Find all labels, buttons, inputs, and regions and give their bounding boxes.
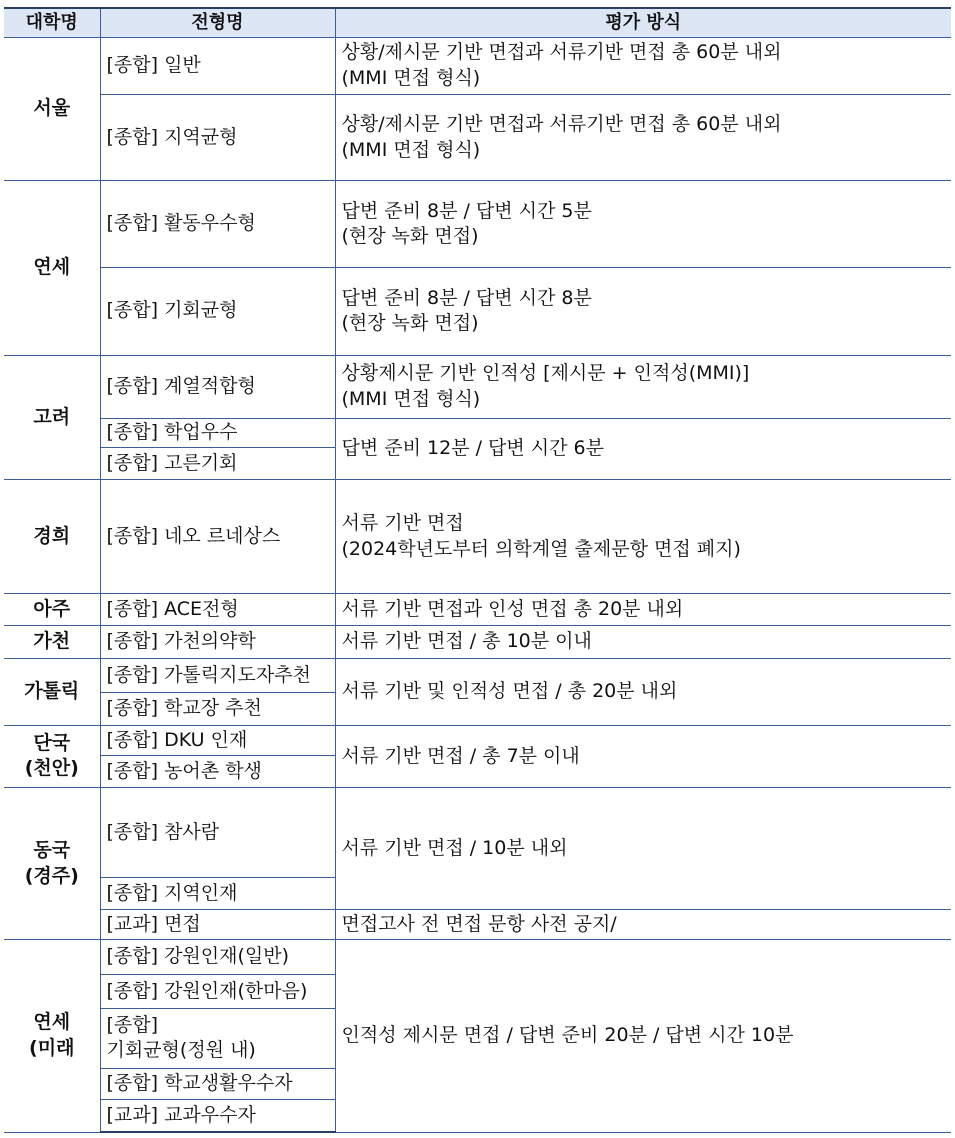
admission-type-cell: [교과] 면접 — [100, 909, 335, 939]
table-row — [4, 626, 951, 659]
evaluation-cell: 면접고사 전 면접 문항 사전 공지/ — [335, 909, 951, 939]
header-admission-type: 전형명 — [100, 8, 335, 37]
university-cell: 고려 — [4, 355, 100, 480]
header-university: 대학명 — [4, 8, 100, 37]
evaluation-cell: 답변 준비 8분 / 답변 시간 8분 (현장 녹화 면접) — [335, 267, 951, 355]
evaluation-cell: 서류 기반 면접 (2024학년도부터 의학계열 출제문항 면접 폐지) — [335, 480, 951, 594]
table-row — [4, 94, 951, 181]
admission-type-cell: [종합] 네오 르네상스 — [100, 480, 335, 594]
evaluation-cell: 서류 기반 면접 / 10분 내외 — [335, 788, 951, 910]
evaluation-cell: 서류 기반 면접과 인성 면접 총 20분 내외 — [335, 593, 951, 625]
table-row — [4, 37, 951, 94]
university-cell: 경희 — [4, 480, 100, 594]
admission-type-cell: [교과] 교과우수자 — [100, 1100, 335, 1132]
table-row — [4, 940, 951, 975]
table-row — [4, 418, 951, 447]
admission-type-cell: [종합] 강원인재(일반) — [100, 940, 335, 975]
university-cell: 연세 — [4, 181, 100, 355]
university-cell: 가톨릭 — [4, 659, 100, 725]
university-cell: 연세 (미래 — [4, 940, 100, 1132]
university-cell: 단국 (천안) — [4, 725, 100, 787]
evaluation-cell: 상황제시문 기반 인적성 [제시문 + 인적성(MMI)] (MMI 면접 형식) — [335, 355, 951, 418]
header-evaluation: 평가 방식 — [335, 8, 951, 37]
admission-type-cell: [종합] 가톨릭지도자추천 — [100, 659, 335, 692]
evaluation-cell: 인적성 제시문 면접 / 답변 준비 20분 / 답변 시간 10분 — [335, 940, 951, 1132]
admission-type-cell: [종합] 계열적합형 — [100, 355, 335, 418]
table-row — [4, 181, 951, 268]
table-header-row — [4, 8, 951, 37]
admission-type-cell: [종합] 강원인재(한마음) — [100, 975, 335, 1008]
admission-type-cell: [종합] 지역인재 — [100, 877, 335, 909]
admission-type-cell: [종합] 학업우수 — [100, 418, 335, 447]
interview-evaluation-table — [4, 7, 951, 1133]
evaluation-cell: 서류 기반 면접 / 총 7분 이내 — [335, 725, 951, 787]
table-row — [4, 593, 951, 625]
admission-type-cell: [종합] DKU 인재 — [100, 725, 335, 755]
evaluation-cell: 상황/제시문 기반 면접과 서류기반 면접 총 60분 내외 (MMI 면접 형식) — [335, 94, 951, 181]
table-row — [4, 267, 951, 355]
university-cell: 가천 — [4, 626, 100, 659]
admission-type-cell: [종합] 고른기회 — [100, 448, 335, 480]
admission-type-cell: [종합] 지역균형 — [100, 94, 335, 181]
admission-type-cell: [종합] 참사람 — [100, 788, 335, 878]
evaluation-cell: 답변 준비 8분 / 답변 시간 5분 (현장 녹화 면접) — [335, 181, 951, 268]
university-cell: 아주 — [4, 593, 100, 625]
admission-type-cell: [종합] 활동우수형 — [100, 181, 335, 268]
university-cell: 동국 (경주) — [4, 788, 100, 940]
evaluation-cell: 서류 기반 및 인적성 면접 / 총 20분 내외 — [335, 659, 951, 725]
evaluation-cell: 상황/제시문 기반 면접과 서류기반 면접 총 60분 내외 (MMI 면접 형식) — [335, 37, 951, 94]
table-row — [4, 480, 951, 594]
admission-type-cell: [종합] 기회균형(정원 내) — [100, 1008, 335, 1068]
admission-type-cell: [종합] 기회균형 — [100, 267, 335, 355]
table-row — [4, 659, 951, 692]
table-row — [4, 725, 951, 755]
admission-type-cell: [종합] 가천의약학 — [100, 626, 335, 659]
table-row — [4, 788, 951, 878]
evaluation-cell: 서류 기반 면접 / 총 10분 이내 — [335, 626, 951, 659]
admission-type-cell: [종합] ACE전형 — [100, 593, 335, 625]
table-row — [4, 909, 951, 939]
admission-type-cell: [종합] 농어촌 학생 — [100, 755, 335, 787]
admission-type-cell: [종합] 학교생활우수자 — [100, 1068, 335, 1099]
admission-type-cell: [종합] 일반 — [100, 37, 335, 94]
university-cell: 서울 — [4, 37, 100, 181]
table-row — [4, 355, 951, 418]
evaluation-cell: 답변 준비 12분 / 답변 시간 6분 — [335, 418, 951, 479]
admission-type-cell: [종합] 학교장 추천 — [100, 692, 335, 725]
